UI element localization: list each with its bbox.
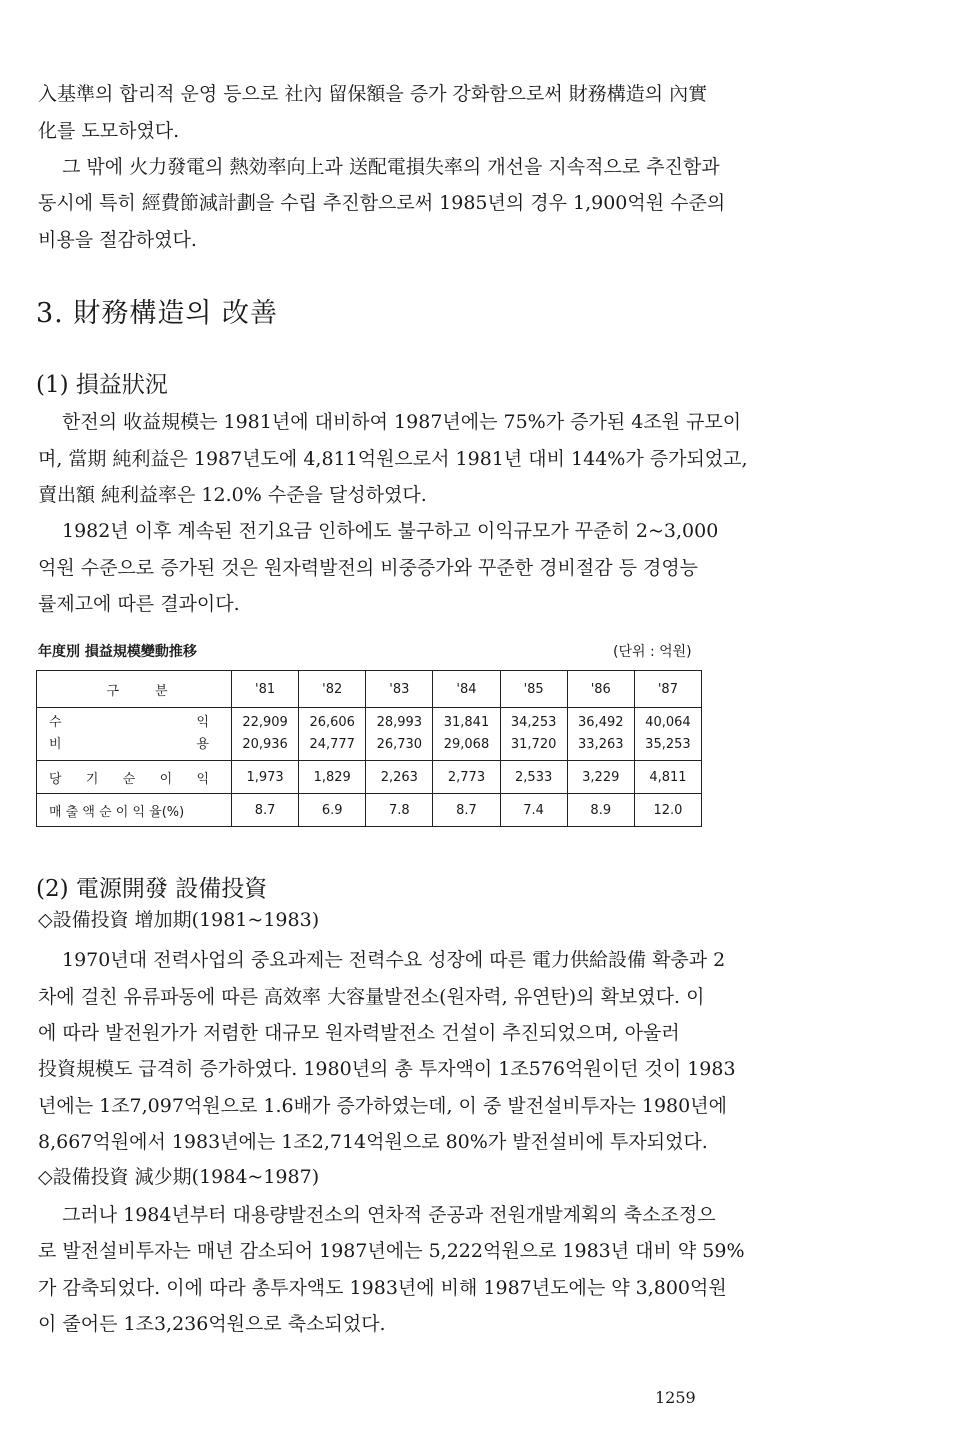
section-title: 3. 財務構造의 改善 [36,298,279,329]
income-table [36,670,702,827]
revenue-expense-cell [500,708,567,761]
bullet-1-title: ◇設備投資 增加期(1981~1983) [38,909,320,931]
intro-line-2: 化를 도모하였다. [38,120,180,142]
net-income-value: 4,811 [634,761,701,794]
bullet-2-title: ◇設備投資 減少期(1984~1987) [38,1166,320,1188]
sub1-line-1: 한전의 收益規模는 1981년에 대비하여 1987년에는 75%가 증가된 4조원 규모이 [62,411,742,433]
bullet2-line-4: 이 줄어든 1조3,236억원으로 축소되었다. [38,1313,386,1335]
bullet1-line-1: 1970년대 전력사업의 중요과제는 전력수요 성장에 따른 電力供給設備 확충과 2 [62,949,726,971]
revenue-expense-cell [299,708,366,761]
bullet1-line-3: 에 따라 발전원가가 저렴한 대규모 원자력발전소 건설이 추진되었으며, 아울러 [38,1022,680,1044]
margin-value: 12.0 [634,794,701,827]
sub1-line-6: 률제고에 따른 결과이다. [38,593,240,615]
revenue-value: 26,606 [309,715,355,730]
expense-label-char: 비 [49,737,62,752]
net-income-value: 2,533 [500,761,567,794]
year-header: '82 [299,671,366,708]
margin-value: 6.9 [299,794,366,827]
net-income-label [37,761,232,794]
net-income-label-char: 이 [159,771,173,787]
sub1-line-2: 며, 當期 純利益은 1987년도에 4,811억원으로서 1981년 대비 144%가 증가되었고, [38,448,748,470]
bullet2-line-2: 로 발전설비투자는 매년 감소되어 1987년에는 5,222억원으로 1983년 대비 약 59% [38,1240,745,1262]
expense-value: 26,730 [376,737,423,752]
expense-value: 33,263 [578,737,624,752]
revenue-value: 22,909 [242,715,288,730]
year-header: '85 [500,671,567,708]
net-income-value: 1,973 [232,761,299,794]
bullet1-line-5: 년에는 1조7,097억원으로 1.6배가 증가하였는데, 이 중 발전설비투자는 1980년에 [38,1095,727,1117]
expense-value: 20,936 [242,737,288,752]
revenue-value: 36,492 [578,715,624,730]
net-income-value: 1,829 [299,761,366,794]
revenue-value: 34,253 [510,715,557,730]
net-income-label-char: 당 [49,771,62,787]
intro-line-1: 入基準의 합리적 운영 등으로 社內 留保額을 증가 강화함으로써 財務構造의 內實 [38,83,708,105]
bullet1-line-2: 차에 걸친 유류파동에 따른 高效率 大容量발전소(원자력, 유연탄)의 확보였다. 이 [38,986,705,1008]
expense-value: 31,720 [510,737,557,752]
revenue-label-char: 익 [196,715,209,730]
net-income-value: 3,229 [567,761,634,794]
bullet2-line-3: 가 감축되었다. 이에 따라 총투자액도 1983년에 비해 1987년도에는 약 3,800억원 [38,1277,727,1299]
year-header: '83 [366,671,433,708]
table-caption: 年度別 損益規模變動推移 [38,644,197,660]
revenue-expense-cell [366,708,433,761]
revenue-value: 31,841 [443,715,490,730]
revenue-expense-cell [567,708,634,761]
margin-value: 8.7 [433,794,500,827]
year-header: '86 [567,671,634,708]
margin-value: 7.8 [366,794,433,827]
revenue-value: 28,993 [376,715,423,730]
revenue-expense-label [37,708,232,761]
bullet1-line-6: 8,667억원에서 1983년에는 1조2,714억원으로 80%가 발전설비에 투자되었다. [38,1131,708,1153]
subsection-2-title: (2) 電源開發 設備投資 [36,876,268,902]
net-income-label-char: 기 [85,771,99,787]
page-number: 1259 [655,1388,696,1407]
table-unit: (단위 : 억원) [613,644,692,660]
year-header: '87 [634,671,701,708]
intro-line-4: 동시에 특히 經費節減計劃을 수립 추진함으로써 1985년의 경우 1,900억원 수준의 [38,192,726,214]
margin-label: 매 출 액 순 이 익 율(%) [37,794,232,827]
expense-value: 29,068 [443,737,490,752]
net-income-label-char: 순 [122,771,136,787]
subsection-1-title: (1) 損益狀況 [36,372,168,398]
margin-value: 8.9 [567,794,634,827]
revenue-label-char: 수 [49,715,62,730]
net-income-value: 2,263 [366,761,433,794]
revenue-expense-row [37,708,702,761]
expense-value: 35,253 [645,737,691,752]
expense-label-char: 용 [196,737,209,752]
bullet1-line-4: 投資規模도 급격히 증가하였다. 1980년의 총 투자액이 1조576억원이던 것이 1983 [38,1058,736,1080]
margin-row [37,794,702,827]
intro-line-5: 비용을 절감하였다. [38,229,197,251]
net-income-row [37,761,702,794]
year-header: '84 [433,671,500,708]
revenue-expense-cell [232,708,299,761]
margin-value: 8.7 [232,794,299,827]
revenue-value: 40,064 [645,715,691,730]
year-header: '81 [232,671,299,708]
sub1-line-3: 賣出額 純利益率은 12.0% 수준을 달성하였다. [38,484,427,506]
header-label-char: 분 [155,683,168,699]
bullet2-line-1: 그러나 1984년부터 대용량발전소의 연차적 준공과 전원개발계획의 축소조정으 [62,1204,716,1226]
header-label-char: 구 [106,683,119,699]
revenue-expense-cell [433,708,500,761]
margin-value: 7.4 [500,794,567,827]
revenue-expense-cell [634,708,701,761]
expense-value: 24,777 [309,737,355,752]
table-header-row [37,671,702,708]
net-income-label-char: 익 [196,771,209,787]
header-label-cell [37,671,232,708]
net-income-value: 2,773 [433,761,500,794]
sub1-line-4: 1982년 이후 계속된 전기요금 인하에도 불구하고 이익규모가 꾸준히 2~3,000 [62,520,719,542]
intro-line-3: 그 밖에 火力發電의 熱効率向上과 送配電損失率의 개선을 지속적으로 추진함과 [62,156,720,178]
sub1-line-5: 억원 수준으로 증가된 것은 원자력발전의 비중증가와 꾸준한 경비절감 등 경영능 [38,557,699,579]
